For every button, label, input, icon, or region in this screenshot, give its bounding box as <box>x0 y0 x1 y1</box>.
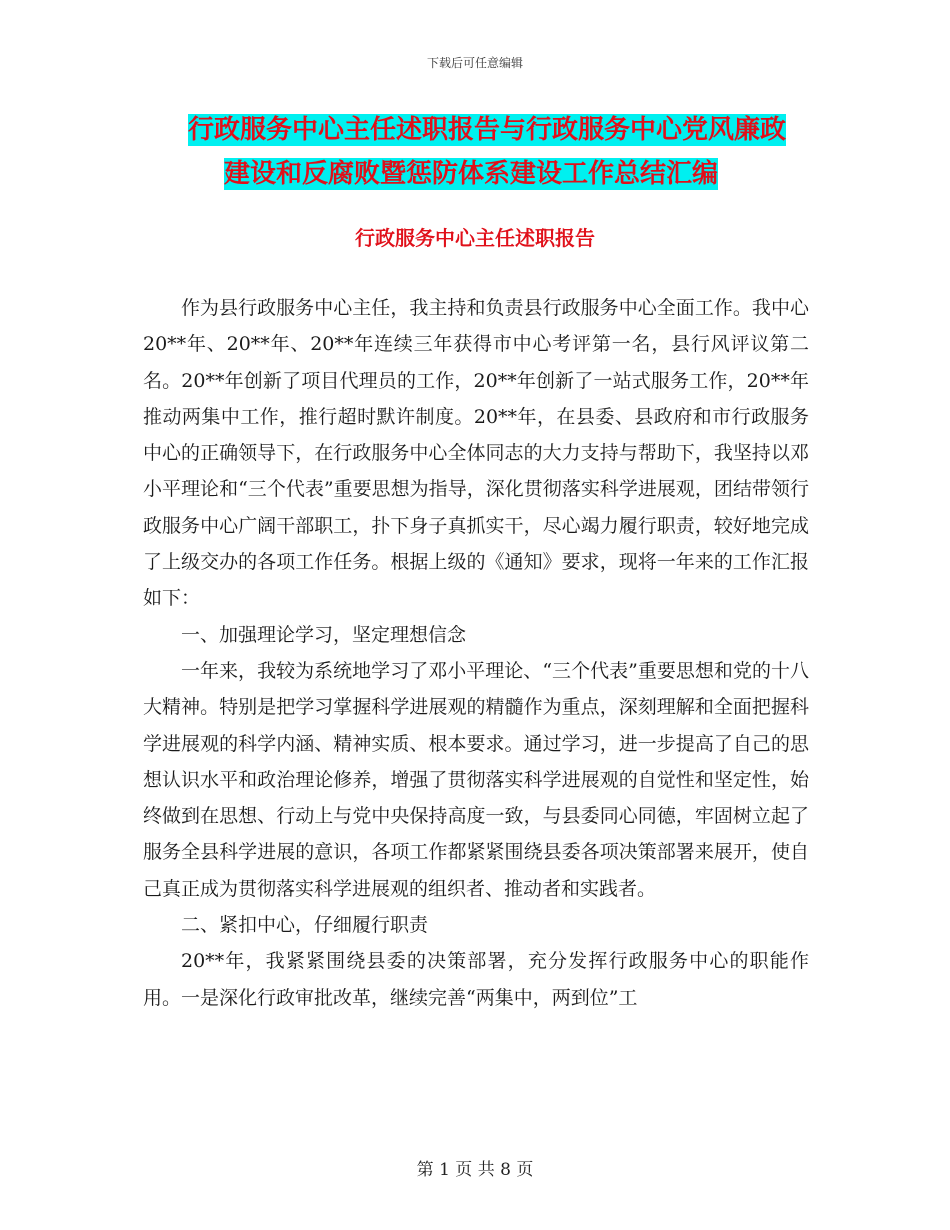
paragraph: 作为县行政服务中心主任，我主持和负责县行政服务中心全面工作。我中心20**年、20**年、20**年连续三年获得市中心考评第一名，县行风评议第二名。20**年创新了项目代理员的工作，20**年创新了一站式服务工作，20**年推动两集中工作，推行超时默许制度。20**年，在县委、县政府和市行政服务中心的正确领导下，在行政服务中心全体同志的大力支持与帮助下，我坚持以邓小平理论和“三个代表”重要思想为指导，深化贯彻落实科学进展观，团结带领行政服务中心广阔干部职工，扑下身子真抓实干，尽心竭力履行职责，较好地完成了上级交办的各项工作任务。根据上级的《通知》要求，现将一年来的工作汇报如下： <box>143 297 809 610</box>
header-note: 下载后可任意编辑 <box>426 56 523 70</box>
page-footer: 第 1 页 共 8 页 <box>416 1160 534 1180</box>
paragraph: 一年来，我较为系统地学习了邓小平理论、“三个代表”重要思想和党的十八大精神。特别是把学习掌握科学进展观的精髓作为重点，深刻理解和全面把握科学进展观的科学内涵、精神实质、根本要求。通过学习，进一步提高了自己的思想认识水平和政治理论修养，增强了贯彻落实科学进展观的自觉性和坚定性，始终做到在思想、行动上与党中央保持高度一致，与县委同心同德，牢固树立起了服务全县科学进展的意识，各项工作都紧紧围绕县委各项决策部署来展开，使自己真正成为贯彻落实科学进展观的组织者、推动者和实践者。 <box>143 659 809 900</box>
title-line-1: 行政服务中心主任述职报告与行政服务中心党风廉政 <box>188 115 787 145</box>
body-text <box>143 290 809 1016</box>
section-title: 行政服务中心主任述职报告 <box>355 226 595 250</box>
title-line-2: 建设和反腐败暨惩防体系建设工作总结汇编 <box>224 159 719 189</box>
paragraph: 20**年，我紧紧围绕县委的决策部署，充分发挥行政服务中心的职能作用。一是深化行政审批改革，继续完善“两集中，两到位”工 <box>143 950 809 1009</box>
section-heading: 一、加强理论学习，坚定理想信念 <box>181 623 467 646</box>
document-title <box>150 108 850 196</box>
section-heading: 二、紧扣中心，仔细履行职责 <box>181 914 429 937</box>
